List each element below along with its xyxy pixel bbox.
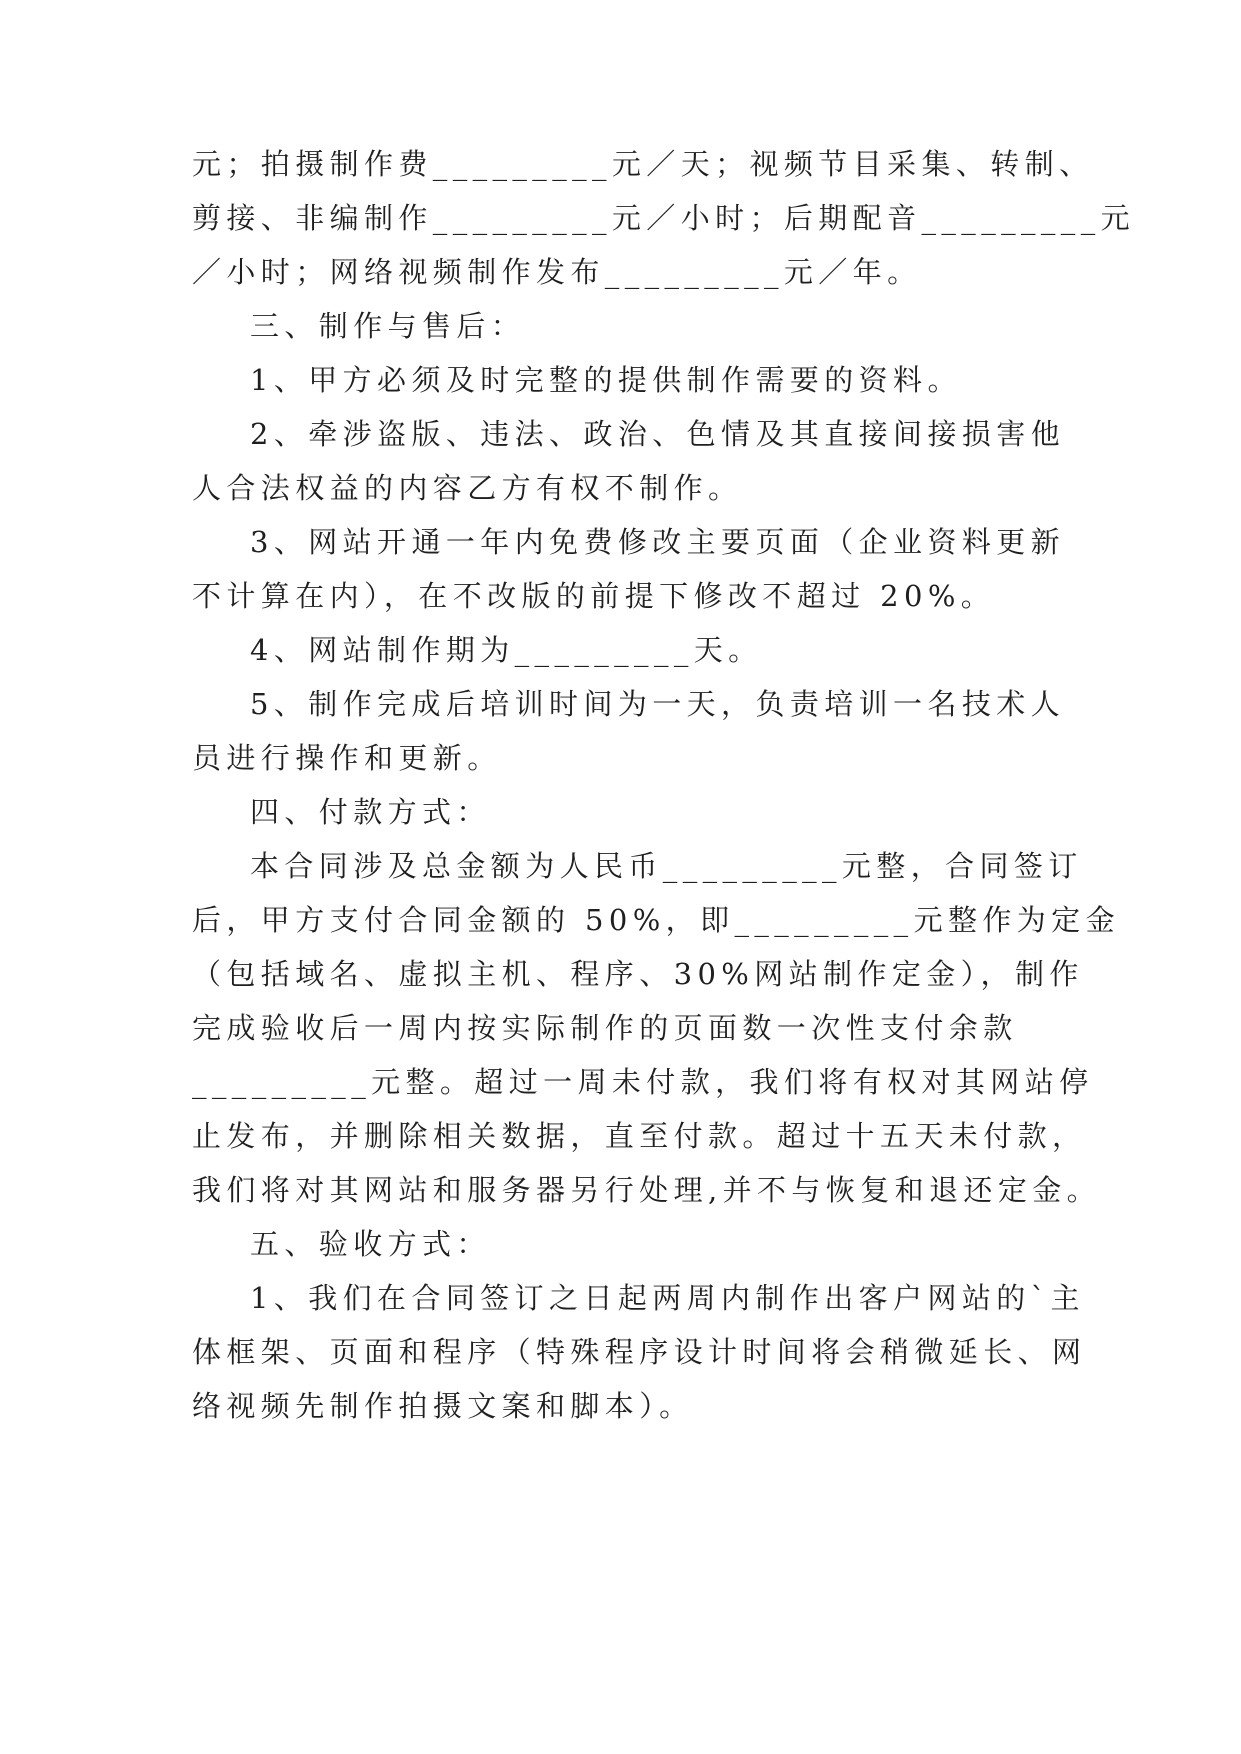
section-heading: 三、制作与售后：	[250, 309, 526, 343]
text-line: 络视频先制作拍摄文案和脚本）。	[192, 1389, 694, 1423]
text-line: （包括域名、虚拟主机、程序、30%网站制作定金），制作	[192, 957, 1084, 991]
text-line: 剪接、非编制作_________元／小时；后期配音_________元	[192, 201, 1136, 235]
section-heading: 四、付款方式：	[250, 795, 491, 829]
text-line: ／小时；网络视频制作发布_________元／年。	[192, 255, 922, 289]
text-line: _________元整。超过一周未付款，我们将有权对其网站停	[192, 1065, 1094, 1099]
text-line: 后，甲方支付合同金额的 50%，即_________元整作为定金	[192, 903, 1120, 937]
text-line: 元；拍摄制作费_________元／天；视频节目采集、转制、	[192, 147, 1094, 181]
section-heading: 五、验收方式：	[250, 1227, 491, 1261]
text-line: 3、网站开通一年内免费修改主要页面（企业资料更新	[250, 525, 1066, 559]
text-line: 2、牵涉盗版、违法、政治、色情及其直接间接损害他	[250, 417, 1066, 451]
text-line: 完成验收后一周内按实际制作的页面数一次性支付余款	[192, 1011, 1018, 1045]
text-line: 不计算在内），在不改版的前提下修改不超过 20%。	[192, 579, 996, 613]
text-line: 1、甲方必须及时完整的提供制作需要的资料。	[250, 363, 962, 397]
text-line: 员进行操作和更新。	[192, 741, 502, 775]
text-line: 5、制作完成后培训时间为一天，负责培训一名技术人	[250, 687, 1066, 721]
text-line: 我们将对其网站和服务器另行处理,并不与恢复和退还定金。	[192, 1173, 1102, 1207]
text-line: 止发布，并删除相关数据，直至付款。超过十五天未付款，	[192, 1119, 1087, 1153]
text-line: 4、网站制作期为_________天。	[250, 633, 763, 667]
text-line: 1、我们在合同签订之日起两周内制作出客户网站的`主	[250, 1281, 1085, 1315]
text-line: 体框架、页面和程序（特殊程序设计时间将会稍微延长、网	[192, 1335, 1087, 1369]
text-line: 人合法权益的内容乙方有权不制作。	[192, 471, 743, 505]
text-line: 本合同涉及总金额为人民币_________元整，合同签订	[250, 849, 1083, 883]
